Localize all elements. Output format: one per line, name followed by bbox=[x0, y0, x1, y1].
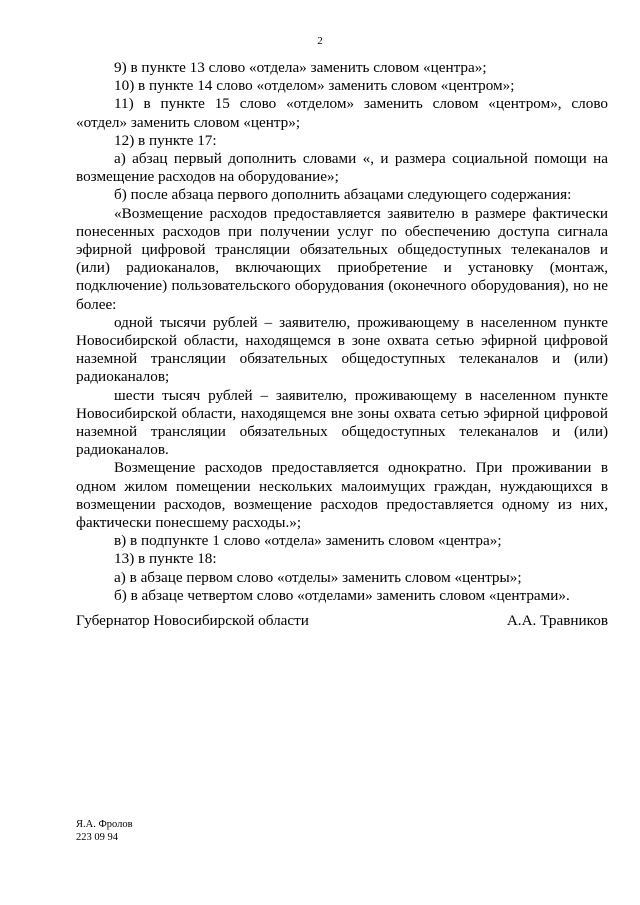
quoted-paragraph: одной тысячи рублей – заявителю, проживающему в населенном пункте Новосибирской области, находящемся в зоне охвата сетью эфирной цифровой наземной трансляции обязательных общедоступных телеканалов и (или) радиоканалов; bbox=[76, 313, 608, 386]
signatory-name: А.А. Травников bbox=[506, 612, 608, 629]
amendment-subitem: б) в абзаце четвертом слово «отделами» заменить словом «центрами». bbox=[114, 586, 570, 604]
signatory-title: Губернатор Новосибирской области bbox=[76, 612, 309, 629]
quoted-paragraph: Возмещение расходов предоставляется однократно. При проживании в одном жилом помещении нескольких малоимущих граждан, нуждающихся в возмещении расходов, возмещение расходов предоставляется одному из них, фактически понесшему расходы.»; bbox=[76, 459, 608, 532]
executor-name: Я.А. Фролов bbox=[76, 819, 133, 830]
executor-phone: 223 09 94 bbox=[76, 832, 118, 843]
page-number: 2 bbox=[317, 35, 323, 47]
amendment-item: 10) в пункте 14 слово «отделом» заменить словом «центром»; bbox=[114, 77, 515, 95]
amendment-item: 9) в пункте 13 слово «отдела» заменить словом «центра»; bbox=[114, 59, 487, 76]
amendment-item: 12) в пункте 17: bbox=[114, 131, 217, 149]
quoted-paragraph: шести тысяч рублей – заявителю, проживающему в населенном пункте Новосибирской области, находящемся вне зоны охвата сетью эфирной цифровой наземной трансляции обязательных общедоступных телеканалов и (или) радиоканалов. bbox=[76, 386, 608, 459]
signature-block bbox=[76, 612, 608, 632]
quoted-paragraph: «Возмещение расходов предоставляется заявителю в размере фактически понесенных расходов при получении услуг по обеспечению доступа сигнала эфирной цифровой трансляции обязательных общедоступных телеканалов и (или) радиоканалов, включающих приобретение и установку (монтаж, подключение) пользовательского оборудования (оконечного оборудования), но не более: bbox=[76, 204, 608, 313]
amendment-item: 11) в пункте 15 слово «отделом» заменить словом «центром», слово «отдел» заменить словом «центр»; bbox=[76, 95, 608, 131]
amendment-subitem: б) после абзаца первого дополнить абзацами следующего содержания: bbox=[114, 186, 572, 204]
amendment-subitem: а) абзац первый дополнить словами «, и размера социальной помощи на возмещение расходов на оборудование»; bbox=[76, 150, 608, 186]
amendment-subitem: в) в подпункте 1 слово «отдела» заменить словом «центра»; bbox=[114, 532, 502, 550]
document-body bbox=[76, 59, 608, 605]
executor-block bbox=[76, 818, 133, 844]
amendment-subitem: а) в абзаце первом слово «отделы» заменить словом «центры»; bbox=[114, 568, 522, 586]
amendment-item: 13) в пункте 18: bbox=[114, 550, 217, 568]
